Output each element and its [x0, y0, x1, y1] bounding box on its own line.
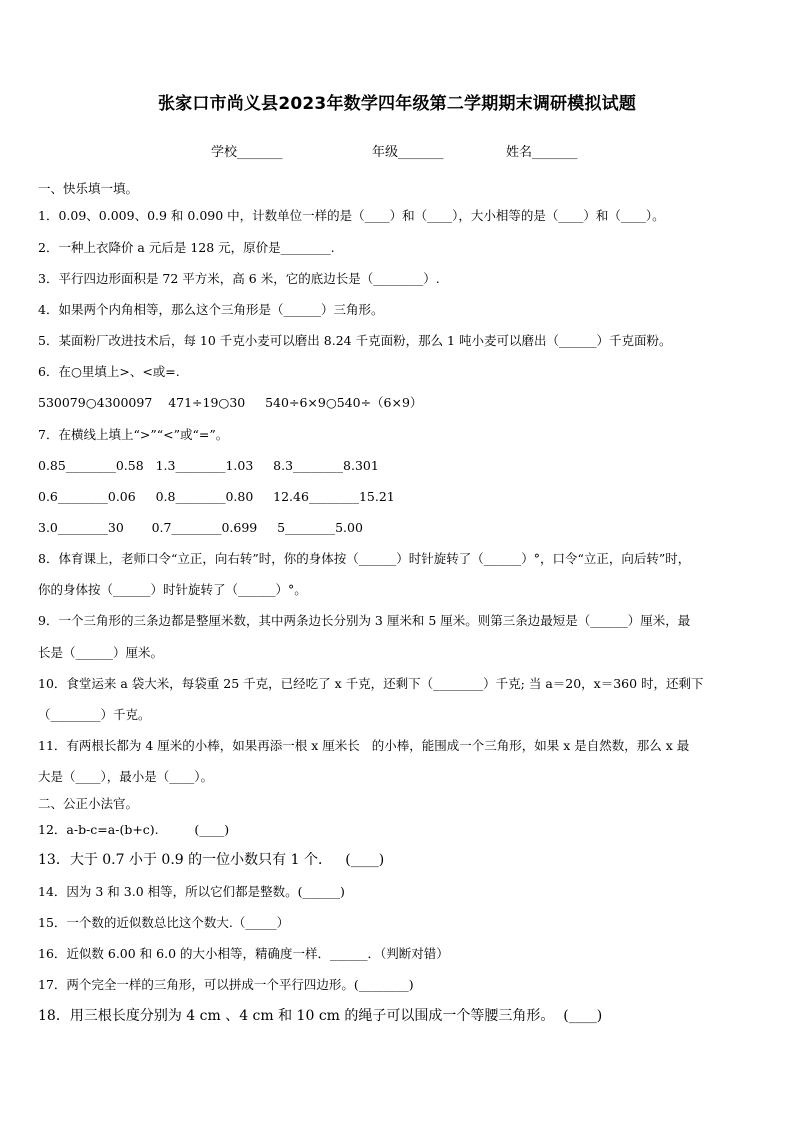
question-7-row-1: 0.85________0.58 1.3________1.03 8.3________8.301 — [38, 458, 379, 473]
question-2: 2．一种上衣降价 a 元后是 128 元，原价是________. — [38, 240, 335, 255]
section-heading-fill-in: 一、快乐填一填。 — [38, 181, 139, 196]
question-15: 15．一个数的近似数总比这个数大.（_____） — [38, 915, 290, 930]
question-14: 14．因为 3 和 3.0 相等，所以它们都是整数。(______) — [38, 884, 345, 899]
question-7-row-3: 3.0________30 0.7________0.699 5________5.00 — [38, 520, 363, 535]
question-7-row-2: 0.6________0.06 0.8________0.80 12.46________15.21 — [38, 489, 395, 504]
question-10-line-2: （________）千克。 — [38, 707, 151, 722]
question-17: 17．两个完全一样的三角形，可以拼成一个平行四边形。(________) — [38, 977, 414, 992]
question-1: 1．0.09、0.009、0.9 和 0.090 中，计数单位一样的是（____）和（____），大小相等的是（____）和（____）。 — [38, 208, 665, 223]
question-3: 3．平行四边形面积是 72 平方米，高 6 米，它的底边长是（________）. — [38, 271, 440, 286]
question-9-line-2: 长是（______）厘米。 — [38, 645, 164, 660]
question-4: 4．如果两个内角相等，那么这个三角形是（______）三角形。 — [38, 302, 384, 317]
section-heading-judge: 二、公正小法官。 — [38, 796, 139, 811]
question-8-line-2: 你的身体按（______）时针旋转了（______）°。 — [38, 582, 307, 597]
grade-field-label: 年级_______ — [372, 145, 444, 160]
question-8-line-1: 8．体育课上，老师口令“立正，向右转”时，你的身体按（______）时针旋转了（______）°，口令“立正，向后转”时， — [38, 551, 691, 566]
question-11-line-1: 11．有两根长都为 4 厘米的小棒，如果再添一根 x 厘米长 的小棒，能围成一个三角形，如果 x 是自然数，那么 x 最 — [38, 738, 690, 753]
school-field-label: 学校_______ — [211, 145, 283, 160]
question-6: 6．在○里填上>、<或=. — [38, 364, 180, 379]
name-field-label: 姓名_______ — [506, 145, 578, 160]
question-12: 12．a-b-c=a-(b+c). (____) — [38, 822, 230, 837]
question-5: 5．某面粉厂改进技术后，每 10 千克小麦可以磨出 8.24 千克面粉，那么 1 吨小麦可以磨出（______）千克面粉。 — [38, 333, 672, 348]
question-6-items: 530079○4300097 471÷19○30 540÷6×9○540÷（6×9） — [38, 395, 423, 410]
question-9-line-1: 9．一个三角形的三条边都是整厘米数，其中两条边长分别为 3 厘米和 5 厘米。则第三条边最短是（______）厘米，最 — [38, 613, 691, 628]
page-title: 张家口市尚义县2023年数学四年级第二学期期末调研模拟试题 — [157, 94, 637, 114]
question-16: 16．近似数 6.00 和 6.0 的大小相等，精确度一样．______．（判断对错） — [38, 946, 449, 961]
question-7: 7．在横线上填上“>”“<”或“=”。 — [38, 427, 229, 442]
question-18: 18．用三根长度分别为 4 cm 、4 cm 和 10 cm 的绳子可以围成一个等腰三角形。 (____) — [38, 1008, 603, 1024]
question-11-line-2: 大是（____），最小是（____）。 — [38, 769, 214, 784]
question-10-line-1: 10．食堂运来 a 袋大米，每袋重 25 千克，已经吃了 x 千克，还剩下（________）千克; 当 a＝20，x＝360 时，还剩下 — [38, 676, 704, 691]
question-13: 13．大于 0.7 小于 0.9 的一位小数只有 1 个． (____) — [38, 852, 385, 868]
